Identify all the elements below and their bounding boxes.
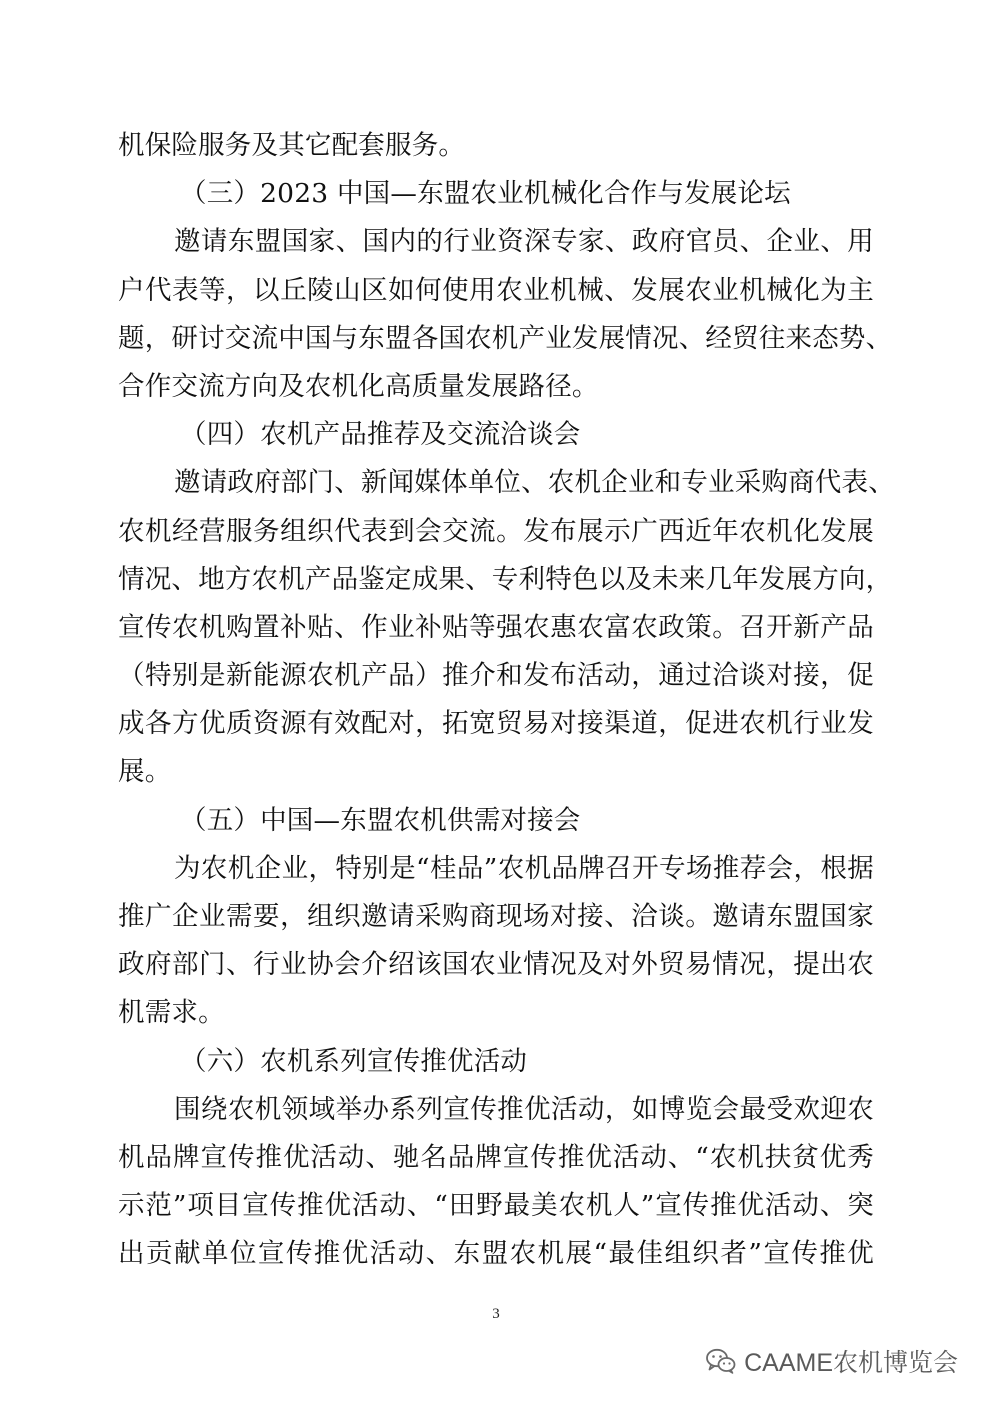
text-line: 户代表等，以丘陵山区如何使用农业机械、发展农业机械化为主 [118,274,874,306]
text-line: 合作交流方向及农机化高质量发展路径。 [118,370,599,402]
text-line: 成各方优质资源有效配对，拓宽贸易对接渠道，促进农机行业发 [118,708,874,740]
section-heading: （五）中国—东盟农机供需对接会 [180,804,581,836]
text-line: 题，研讨交流中国与东盟各国农机产业发展情况、经贸往来态势、 [118,322,893,354]
text-line: 政府部门、行业协会介绍该国农业情况及对外贸易情况，提出农 [118,949,874,981]
section-heading: （四）农机产品推荐及交流洽谈会 [180,419,581,451]
wechat-icon [706,1348,736,1374]
watermark [706,1343,958,1379]
text-line: 展。 [118,756,172,788]
text-line: 宣传农机购置补贴、作业补贴等强农惠农富农政策。召开新产品 [118,611,874,643]
text-line: 情况、地方农机产品鉴定成果、专利特色以及未来几年发展方向， [118,563,893,595]
text-line: 邀请政府部门、新闻媒体单位、农机企业和专业采购商代表、 [174,467,895,499]
text-line: 邀请东盟国家、国内的行业资深专家、政府官员、企业、用 [174,226,874,258]
section-heading: （三）2023 中国—东盟农业机械化合作与发展论坛 [180,178,791,210]
page-number: 3 [492,1306,500,1322]
document-body [118,122,895,1279]
text-line: 机需求。 [118,997,225,1029]
text-line: 围绕农机领域举办系列宣传推优活动，如博览会最受欢迎农 [174,1093,874,1125]
text-line: 示范”项目宣传推优活动、“田野最美农机人”宣传推优活动、突 [118,1190,874,1222]
text-line: 机保险服务及其它配套服务。 [118,130,466,161]
text-line: 出贡献单位宣传推优活动、东盟农机展“最佳组织者”宣传推优 [118,1238,874,1270]
text-line: 为农机企业，特别是“桂品”农机品牌召开专场推荐会，根据 [174,852,874,884]
text-line: （特别是新能源农机产品）推介和发布活动，通过洽谈对接，促 [118,660,874,692]
text-line: 机品牌宣传推优活动、驰名品牌宣传推优活动、“农机扶贫优秀 [118,1141,874,1173]
text-line: 农机经营服务组织代表到会交流。发布展示广西近年农机化发展 [118,515,874,547]
section-heading: （六）农机系列宣传推优活动 [180,1045,528,1077]
text-line: 推广企业需要，组织邀请采购商现场对接、洽谈。邀请东盟国家 [118,901,874,932]
watermark-text: CAAME农机博览会 [744,1349,958,1377]
